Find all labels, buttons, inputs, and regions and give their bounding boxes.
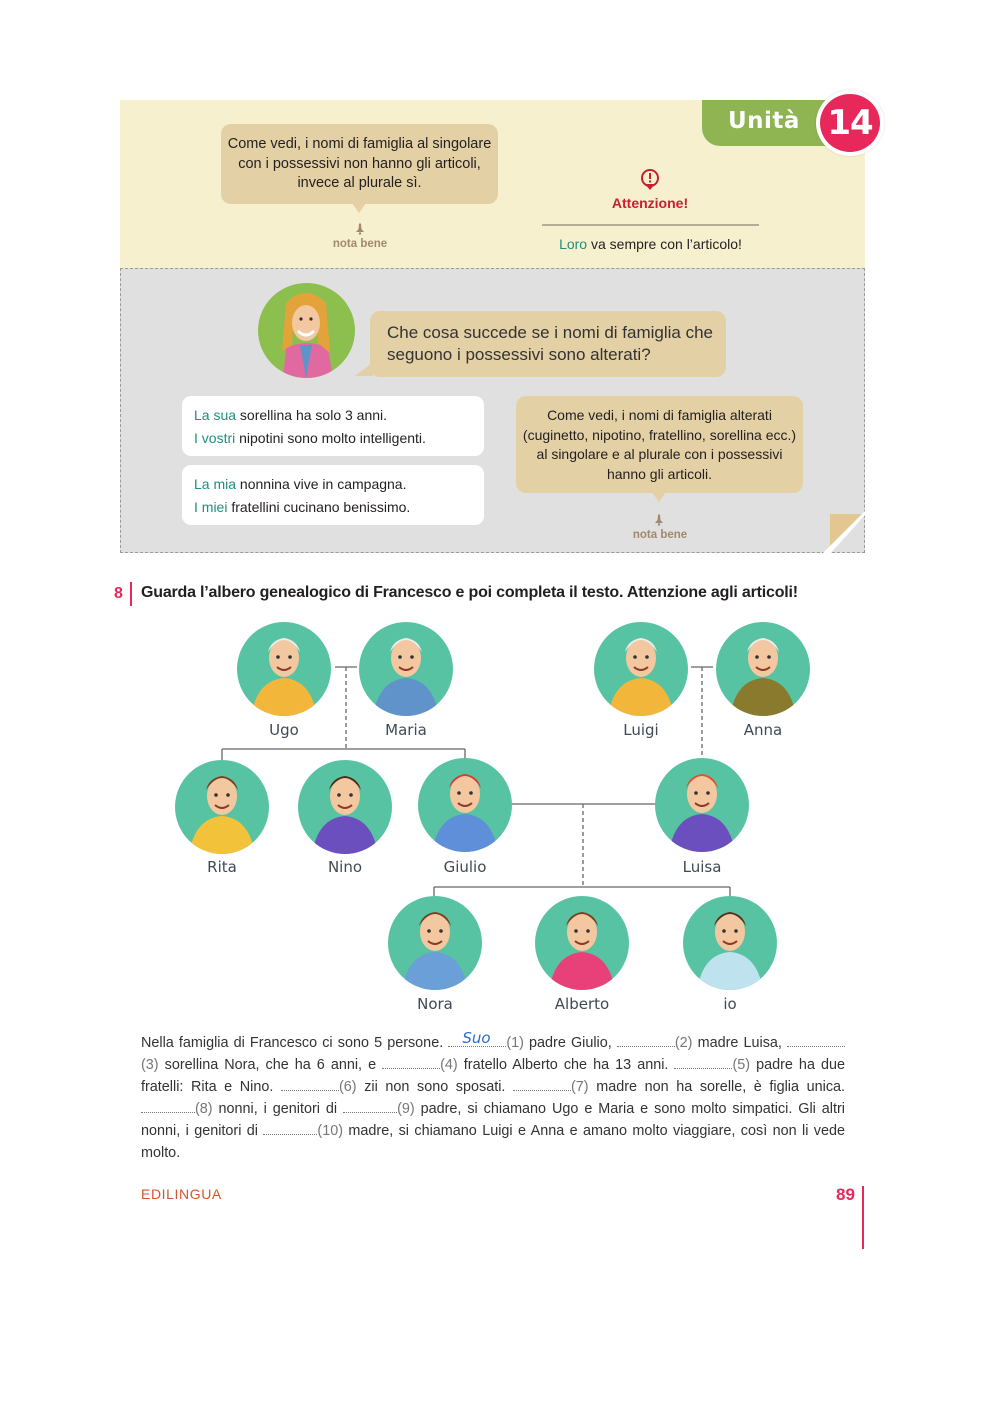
- example-rest: sorellina ha solo 3 anni.: [236, 407, 388, 423]
- attention-icon: [640, 168, 660, 192]
- person-illustration: [175, 760, 269, 854]
- question-bubble: Che cosa succede se i nomi di famiglia che seguono i possessivi sono alterati?: [370, 311, 726, 377]
- nota-bene-bubble: Come vedi, i nomi di famiglia al singolare con i possessivi non hanno gli articoli, invece al plurale sì.: [221, 124, 498, 204]
- girl-avatar: [258, 283, 355, 378]
- blank-9[interactable]: [343, 1101, 397, 1113]
- blank-6[interactable]: [281, 1079, 339, 1091]
- family-member-name: Rita: [207, 858, 237, 876]
- unit-number: 14: [827, 103, 873, 143]
- blank-number: (10): [317, 1123, 344, 1139]
- blank-number: (9): [397, 1101, 415, 1117]
- example-box: [182, 396, 484, 456]
- blank-3[interactable]: [787, 1035, 845, 1047]
- family-member-name: io: [723, 995, 737, 1013]
- text-segment: sorellina Nora, che ha 6 anni, e: [158, 1057, 377, 1073]
- family-member-nora-avatar: [388, 896, 482, 990]
- example-sentence: [194, 473, 484, 496]
- person-illustration: [298, 760, 392, 854]
- unit-label: Unità: [728, 108, 800, 134]
- page-number: 89: [836, 1185, 855, 1204]
- nota-bene-label: nota bene: [332, 238, 388, 250]
- bubble-tail: [652, 492, 666, 502]
- nota-bene-bubble: Come vedi, i nomi di famiglia alterati (cuginetto, nipotino, fratellino, sorellina ecc.) al singolare e al plurale con i possessivi hanno gli articoli.: [516, 396, 803, 493]
- text-segment: madre non ha sorelle, è figlia unica.: [588, 1079, 846, 1095]
- blank-number: (1): [506, 1035, 524, 1051]
- page-bar: [862, 1186, 864, 1249]
- text-segment: zii non sono sposati.: [356, 1079, 506, 1095]
- nota-bene-label: nota bene: [632, 529, 688, 541]
- blank-1[interactable]: [448, 1029, 506, 1047]
- blank-4[interactable]: [382, 1057, 440, 1069]
- example-rest: nipotini sono molto intelligenti.: [235, 430, 426, 446]
- blank-number: (8): [195, 1101, 213, 1117]
- family-member-luigi-avatar: [594, 622, 688, 716]
- bubble-tail: [352, 203, 366, 213]
- page-corner-fold: [822, 510, 866, 554]
- example-sentence: [194, 427, 484, 450]
- possessive: I vostri: [194, 430, 236, 446]
- person-illustration: [594, 622, 688, 716]
- exercise-bar: [130, 582, 132, 606]
- text-segment: madre Luisa,: [692, 1035, 782, 1051]
- attention-label: Attenzione!: [611, 195, 689, 211]
- answer-1: Suo: [462, 1029, 491, 1047]
- bell-icon: [654, 514, 664, 526]
- person-illustration: [535, 896, 629, 990]
- highlight-word: Loro: [559, 236, 588, 252]
- blank-number: (7): [571, 1079, 589, 1095]
- family-member-nino-avatar: [298, 760, 392, 854]
- family-member-rita-avatar: [175, 760, 269, 854]
- unit-number-badge: [816, 90, 884, 156]
- person-illustration: [716, 622, 810, 716]
- example-rest: fratellini cucinano benissimo.: [227, 499, 411, 515]
- person-illustration: [237, 622, 331, 716]
- blank-number: (5): [732, 1057, 751, 1073]
- text-segment: madre, si chiamano Luigi e Anna e amano molto viaggiare, così non li vede molto.: [141, 1123, 845, 1161]
- possessive: La mia: [194, 476, 237, 492]
- text-segment: padre Giulio,: [523, 1035, 612, 1051]
- possessive: I miei: [194, 499, 228, 515]
- family-member-name: Luigi: [623, 721, 659, 739]
- family-member-name: Luisa: [682, 858, 722, 876]
- attention-text: [542, 236, 759, 252]
- family-member-io-avatar: [683, 896, 777, 990]
- person-illustration: [655, 758, 749, 852]
- blank-5[interactable]: [674, 1057, 732, 1069]
- family-member-name: Anna: [743, 721, 783, 739]
- person-illustration: [683, 896, 777, 990]
- possessive: La sua: [194, 407, 237, 423]
- person-illustration: [359, 622, 453, 716]
- example-box: [182, 465, 484, 525]
- text-segment: padre ha due fratelli: Rita e Nino.: [141, 1057, 845, 1095]
- publisher-logo: EDILINGUA: [141, 1186, 222, 1202]
- example-sentence: [194, 496, 484, 519]
- girl-illustration: [258, 283, 355, 378]
- text-segment: Nella famiglia di Francesco ci sono 5 persone.: [141, 1035, 444, 1051]
- family-member-ugo-avatar: [237, 622, 331, 716]
- fill-in-text: [141, 1029, 846, 1164]
- exercise-instruction: Guarda l’albero genealogico di Francesco e poi completa il testo. Attenzione agli articoli!: [141, 584, 798, 601]
- example-sentence: [194, 404, 484, 427]
- family-member-alberto-avatar: [535, 896, 629, 990]
- exercise-number: 8: [114, 585, 123, 602]
- blank-8[interactable]: [141, 1101, 195, 1113]
- text-segment: padre, si chiamano Ugo e Maria e sono molto simpatici. Gli altri nonni, i genitori di: [141, 1101, 845, 1139]
- blank-7[interactable]: [513, 1079, 571, 1091]
- divider: [542, 224, 759, 226]
- text-segment: fratello Alberto che ha 13 anni.: [457, 1057, 669, 1073]
- bubble-tail: [355, 362, 373, 376]
- family-member-name: Nora: [417, 995, 453, 1013]
- family-member-luisa-avatar: [655, 758, 749, 852]
- family-member-anna-avatar: [716, 622, 810, 716]
- text-segment: nonni, i genitori di: [212, 1101, 338, 1117]
- family-member-name: Maria: [385, 721, 427, 739]
- family-member-maria-avatar: [359, 622, 453, 716]
- person-illustration: [418, 758, 512, 852]
- example-rest: nonnina vive in campagna.: [236, 476, 407, 492]
- bell-icon: [355, 223, 365, 235]
- person-illustration: [388, 896, 482, 990]
- blank-2[interactable]: [617, 1035, 675, 1047]
- blank-10[interactable]: [263, 1123, 317, 1135]
- family-member-name: Giulio: [443, 858, 487, 876]
- blank-number: (2): [674, 1035, 693, 1051]
- blank-number: (4): [440, 1057, 458, 1073]
- family-member-name: Ugo: [269, 721, 299, 739]
- blank-number: (6): [339, 1079, 357, 1095]
- family-member-giulio-avatar: [418, 758, 512, 852]
- family-member-name: Nino: [327, 858, 363, 876]
- attention-rest: va sempre con l’articolo!: [587, 236, 742, 252]
- blank-number: (3): [141, 1057, 159, 1073]
- family-member-name: Alberto: [554, 995, 610, 1013]
